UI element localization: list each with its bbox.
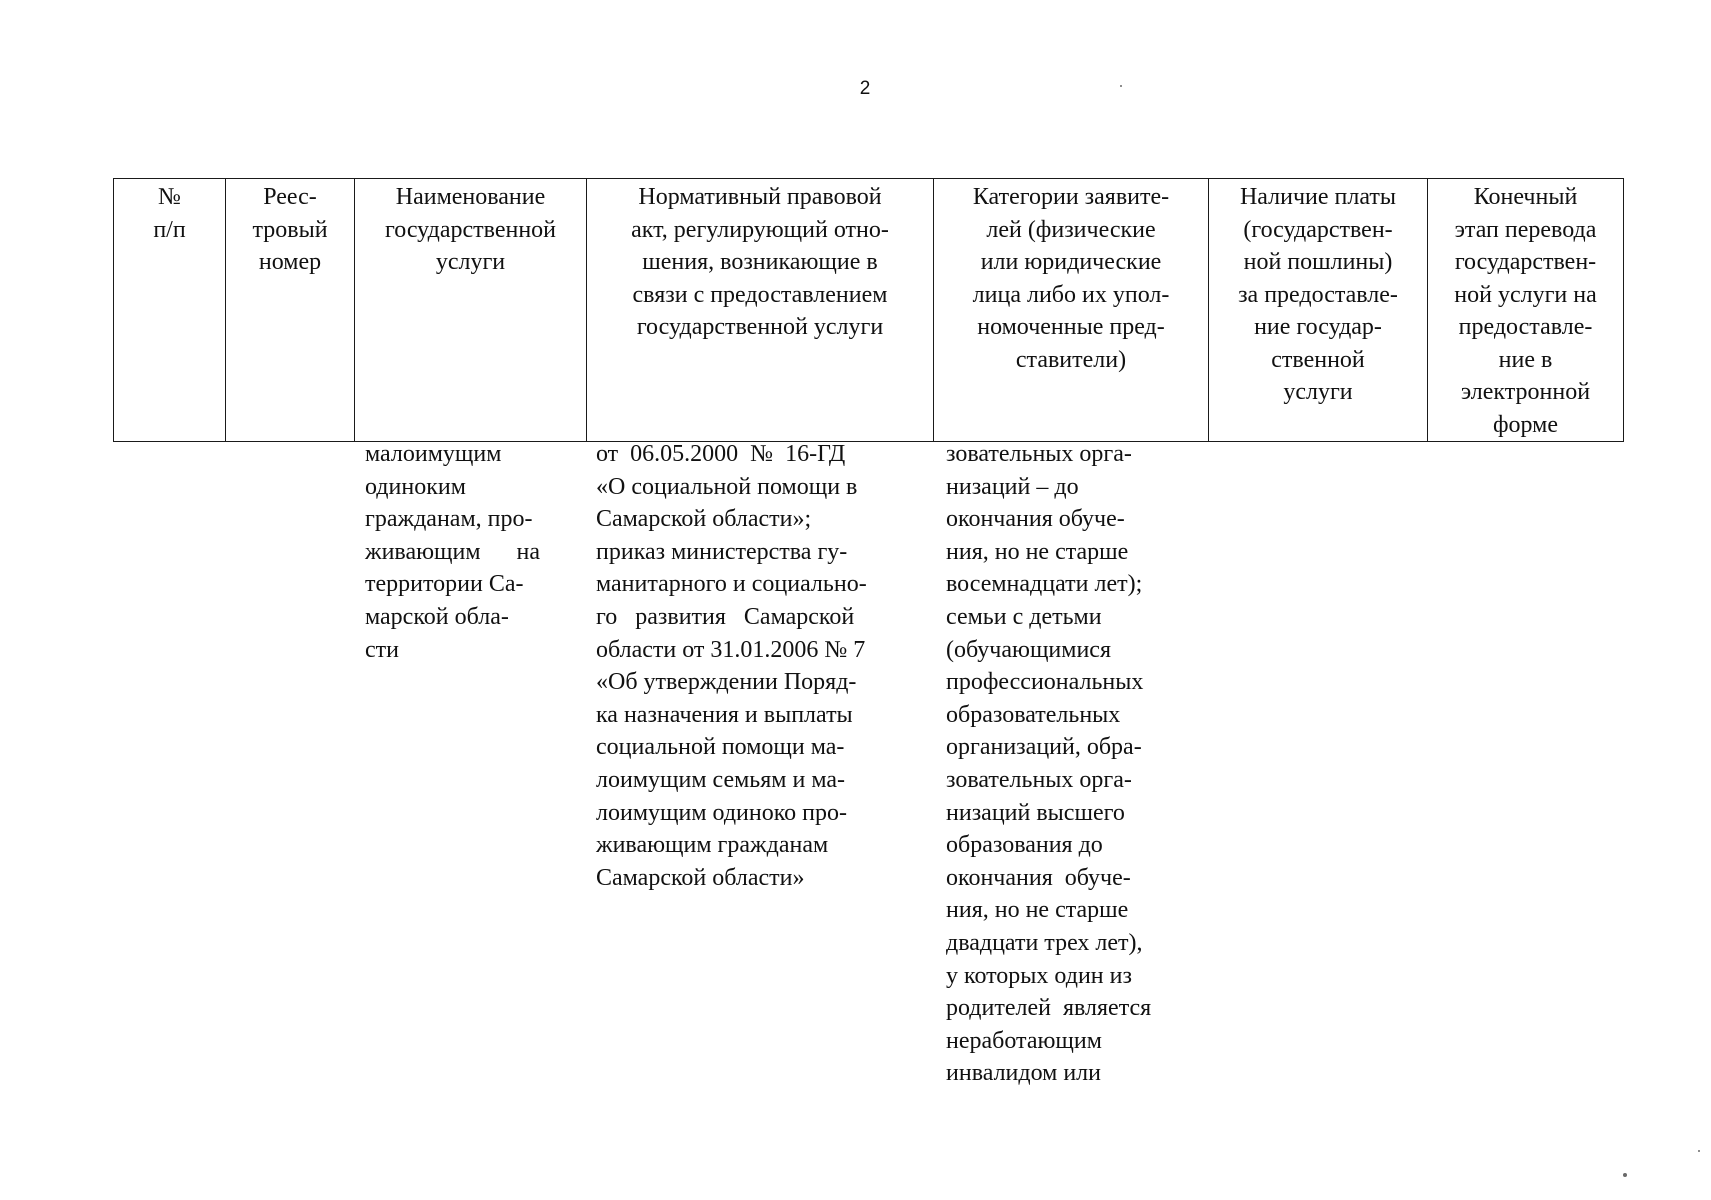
- service-name-text: малоимущим одиноким гражданам, про- живающим на территории Са- марской обла- сти: [365, 441, 541, 663]
- header-cell-number: [114, 179, 226, 442]
- scan-speck: [1120, 85, 1122, 87]
- page-number: 2: [859, 78, 871, 99]
- scan-speck: [1698, 1150, 1700, 1152]
- header-electronic-stage-label: Конечный этап перевода государствен- ной услуги на предоставле- ние в электронной форме: [1454, 184, 1597, 438]
- header-cell-electronic-stage: [1428, 179, 1624, 442]
- header-row: [114, 179, 1624, 442]
- header-service-name-label: Наименование государственной услуги: [384, 184, 557, 275]
- header-number-label: № п/п: [153, 184, 186, 243]
- header-cell-fee: [1209, 179, 1428, 442]
- services-table-header: [113, 178, 1624, 442]
- header-cell-service-name: [355, 179, 587, 442]
- header-applicant-categories-label: Категории заявите- лей (физические или юридические лица либо их упол- номоченные пред- ставители): [972, 184, 1170, 373]
- legal-act-text: от 06.05.2000 № 16-ГД «О социальной помощи в Самарской области»; приказ министерства гу- манитарного и социально- го развития Самарской области от 31.01.2006 № 7 «Об утверждении Поряд- ка назначения и выплаты социальной помощи ма- лоимущим семьям и ма- лоимущим одиноко про- живающим гражданам Самарской области»: [596, 441, 867, 891]
- header-legal-act-label: Нормативный правовой акт, регулирующий отно- шения, возникающие в связи с предоставлением государственной услуги: [631, 184, 889, 340]
- header-registry-number-label: Реес- тровый номер: [252, 184, 328, 275]
- header-cell-registry-number: [226, 179, 355, 442]
- header-fee-label: Наличие платы (государствен- ной пошлины) за предоставле- ние государ- ственной услуги: [1238, 184, 1398, 405]
- scan-speck: [1623, 1173, 1627, 1177]
- applicant-categories-text: зовательных орга- низаций – до окончания обуче- ния, но не старше восемнадцати лет); семьи с детьми (обучающимися профессиональных образовательных организаций, обра- зовательных орга- низаций высшего образования до окончания обуче- ния, но не старше двадцати трех лет), у которых один из родителей является неработающим инвалидом или: [946, 441, 1152, 1087]
- header-cell-applicant-categories: [934, 179, 1209, 442]
- header-cell-legal-act: [587, 179, 934, 442]
